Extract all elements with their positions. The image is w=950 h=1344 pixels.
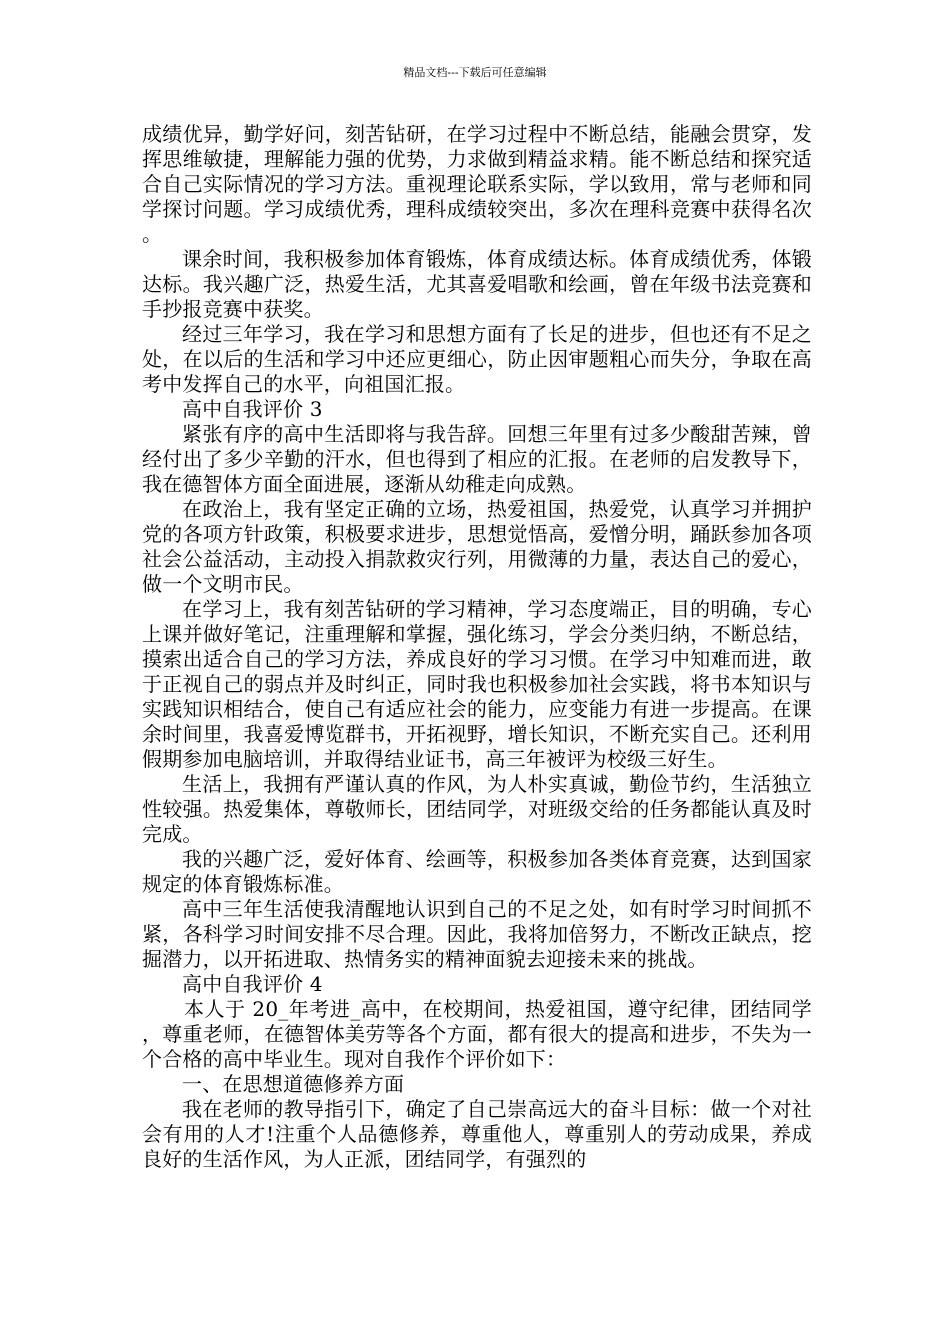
paragraph: 紧张有序的高中生活即将与我告辞。回想三年里有过多少酸甜苦辣，曾经付出了多少辛勤的汗水，但也得到了相应的汇报。在老师的启发教导下，我在德智体方面全面进展，逐渐从幼稚走向成熟。 [142,422,812,496]
paragraph: 在学习上，我有刻苦钻研的学习精神，学习态度端正，目的明确，专心上课并做好笔记，注重理解和掌握，强化练习，学会分类归纳，不断总结，摸索出适合自己的学习方法，养成良好的学习习惯。在学习中知难而进，敢于正视自己的弱点并及时纠正，同时我也积极参加社会实践，将书本知识与实践知识相结合，使自己有适应社会的能力，应变能力有进一步提高。在课余时间里，我喜爱博览群书，开拓视野，增长知识，不断充实自己。还利用假期参加电脑培训，并取得结业证书，高三年被评为校级三好生。 [142,597,812,771]
paragraph: 生活上，我拥有严谨认真的作风，为人朴实真诚，勤俭节约，生活独立性较强。热爱集体，尊敬师长，团结同学，对班级交给的任务都能认真及时完成。 [142,772,812,846]
page-header: 精品文档---下载后可任意编辑 [403,66,547,79]
paragraph: 我在老师的教导指引下，确定了自己崇高远大的奋斗目标：做一个对社会有用的人才!注重个人品德修养，尊重他人，尊重别人的劳动成果，养成良好的生活作风，为人正派，团结同学，有强烈的 [142,1097,812,1171]
paragraph: 高中三年生活使我清醒地认识到自己的不足之处，如有时学习时间抓不紧，各科学习时间安排不尽合理。因此，我将加倍努力，不断改正缺点，挖掘潜力，以开拓进取、热情务实的精神面貌去迎接未来的挑战。 [142,897,812,971]
paragraph: 在政治上，我有坚定正确的立场，热爱祖国，热爱党，认真学习并拥护党的各项方针政策，积极要求进步，思想觉悟高，爱憎分明，踊跃参加各项社会公益活动，主动投入捐款救灾行列，用微薄的力量，表达自己的爱心，做一个文明市民。 [142,497,812,596]
paragraph: 成绩优异，勤学好问，刻苦钻研，在学习过程中不断总结，能融会贯穿，发挥思维敏捷，理解能力强的优势，力求做到精益求精。能不断总结和探究适合自己实际情况的学习方法。重视理论联系实际，学以致用，常与老师和同学探讨问题。学习成绩优秀，理科成绩较突出，多次在理科竞赛中获得名次。 [142,122,812,246]
paragraph: 我的兴趣广泛，爱好体育、绘画等，积极参加各类体育竞赛，达到国家规定的体育锻炼标准。 [142,847,812,896]
paragraph: 本人于 20_年考进_高中，在校期间，热爱祖国，遵守纪律，团结同学，尊重老师，在德智体美劳等各个方面，都有很大的提高和进步，不失为一个合格的高中毕业生。现对自我作个评价如下： [142,997,812,1071]
subsection-heading: 一、在思想道德修养方面 [182,1072,405,1096]
section-heading: 高中自我评价 4 [182,972,323,996]
document-body [142,122,812,1172]
paragraph: 经过三年学习，我在学习和思想方面有了长足的进步，但也还有不足之处，在以后的生活和学习中还应更细心，防止因审题粗心而失分，争取在高考中发挥自己的水平，向祖国汇报。 [142,322,812,396]
section-heading: 高中自我评价 3 [182,397,323,421]
paragraph: 课余时间，我积极参加体育锻炼，体育成绩达标。体育成绩优秀，体锻达标。我兴趣广泛，热爱生活，尤其喜爱唱歌和绘画，曾在年级书法竞赛和手抄报竞赛中获奖。 [142,247,812,321]
